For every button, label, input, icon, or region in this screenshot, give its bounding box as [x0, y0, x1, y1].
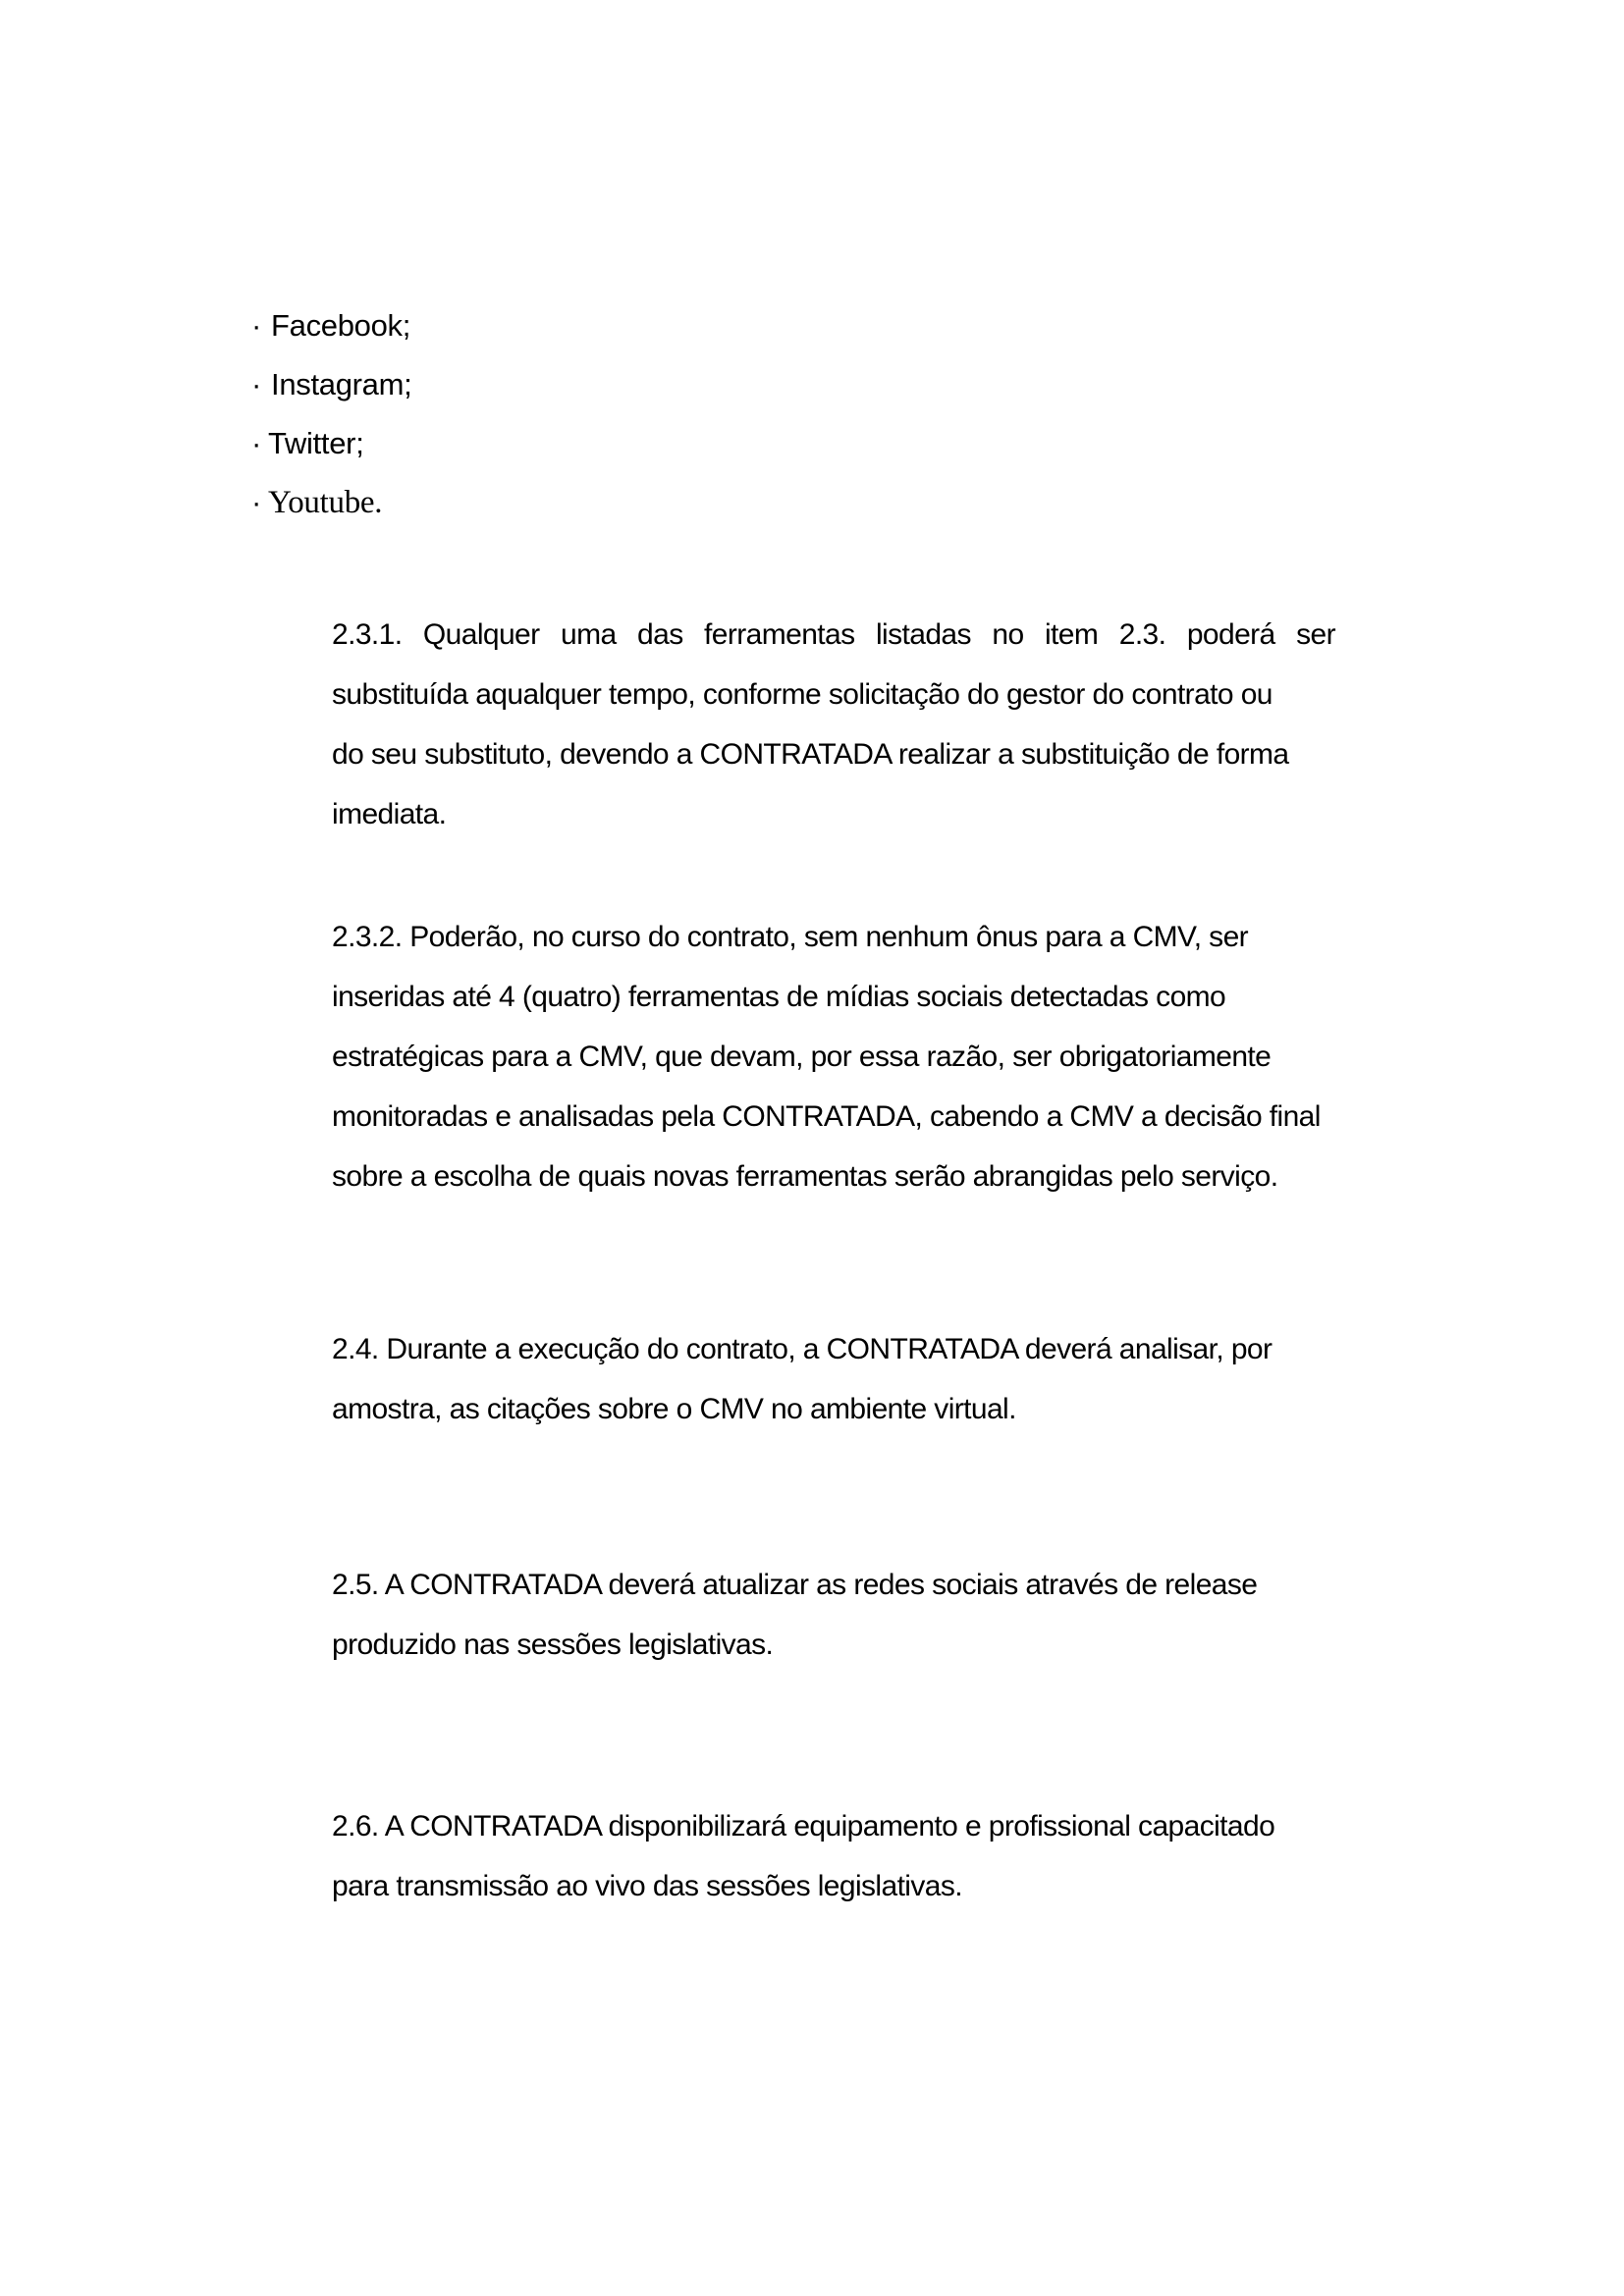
list-item-text: Twitter;: [268, 426, 364, 460]
clause-line: produzido nas sessões legislativas.: [332, 1629, 774, 1661]
list-item-facebook: [251, 306, 410, 346]
clause-line: 2.3.1. Qualquer uma das ferramentas listadas no item 2.3. poderá ser: [332, 618, 1335, 651]
clause-line: substituída aqualquer tempo, conforme solicitação do gestor do contrato ou: [332, 678, 1272, 711]
clause-line: 2.4. Durante a execução do contrato, a CONTRATADA deverá analisar, por: [332, 1333, 1272, 1365]
clause-line: monitoradas e analisadas pela CONTRATADA, cabendo a CMV a decisão final: [332, 1100, 1321, 1133]
clause-2-3-1: [332, 605, 1373, 844]
clause-2-4: [332, 1319, 1373, 1439]
clause-line: 2.3.2. Poderão, no curso do contrato, sem nenhum ônus para a CMV, ser: [332, 921, 1249, 953]
clause-line: do seu substituto, devendo a CONTRATADA realizar a substituição de forma: [332, 738, 1289, 771]
clause-2-3-2: [332, 907, 1373, 1206]
clause-line: inseridas até 4 (quatro) ferramentas de mídias sociais detectadas como: [332, 981, 1226, 1013]
list-item-text: Instagram;: [271, 367, 412, 401]
bullet-icon: ·: [251, 485, 262, 519]
clause-line: 2.6. A CONTRATADA disponibilizará equipamento e profissional capacitado: [332, 1810, 1275, 1842]
list-item-text: Youtube.: [268, 485, 383, 520]
list-item-youtube: [251, 483, 382, 522]
clause-2-6: [332, 1796, 1373, 1916]
bullet-icon: ·: [251, 308, 262, 343]
clause-line: imediata.: [332, 798, 447, 830]
list-item-twitter: [251, 424, 364, 463]
list-item-instagram: [251, 365, 411, 404]
clause-line: 2.5. A CONTRATADA deverá atualizar as redes sociais através de release: [332, 1569, 1258, 1601]
clause-2-5: [332, 1555, 1373, 1675]
clause-line: estratégicas para a CMV, que devam, por essa razão, ser obrigatoriamente: [332, 1041, 1272, 1073]
clause-line: amostra, as citações sobre o CMV no ambiente virtual.: [332, 1393, 1016, 1425]
bullet-icon: ·: [251, 426, 262, 460]
list-item-text: Facebook;: [271, 308, 411, 343]
clause-line: sobre a escolha de quais novas ferramentas serão abrangidas pelo serviço.: [332, 1160, 1278, 1193]
bullet-icon: ·: [251, 367, 262, 401]
clause-line: para transmissão ao vivo das sessões legislativas.: [332, 1870, 962, 1902]
